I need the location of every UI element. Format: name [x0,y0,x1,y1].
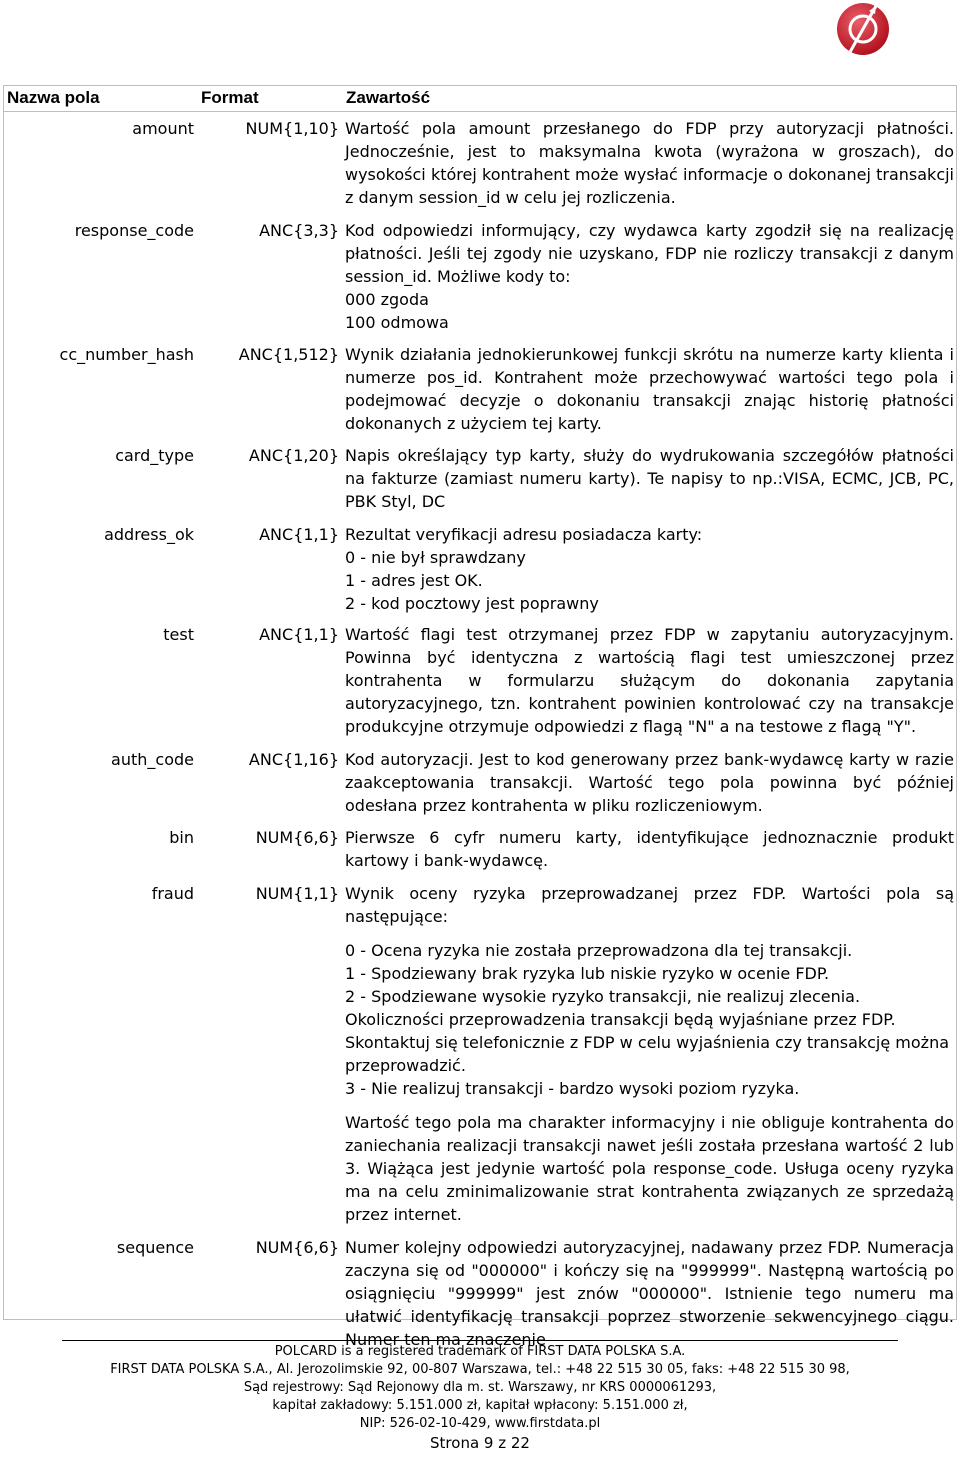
description-line: 000 zgoda [345,290,429,309]
table-row [3,619,957,744]
field-name-cell: response_code [74,221,194,240]
table-row [3,112,957,214]
field-description-cell [342,619,957,744]
field-name-cell: auth_code [111,750,194,769]
field-description-cell [342,338,957,441]
field-name-cell: sequence [116,1238,194,1257]
field-description-cell [342,213,957,338]
field-format-cell: NUM{6,6} [255,828,339,847]
fraud-code-line: 1 - Spodziewany brak ryzyka lub niskie ryzyko w ocenie FDP. [345,964,830,983]
description-line: Rezultat veryfikacji adresu posiadacza karty: [345,525,703,544]
footer-court: Sąd rejestrowy: Sąd Rejonowy dla m. st. Warszawy, nr KRS 0000061293, [243,1380,717,1395]
field-format-cell: ANC{1,1} [259,525,339,544]
table-row [3,823,957,876]
field-name-cell: card_type [115,446,194,465]
footer-capital: kapitał zakładowy: 5.151.000 zł, kapitał wpłacony: 5.151.000 zł, [272,1398,688,1413]
field-description-cell [342,517,957,619]
fraud-code-line: 0 - Ocena ryzyka nie została przeprowadzona dla tej transakcji. [345,941,853,960]
first-data-logo-icon [836,2,890,56]
table-row [3,517,957,619]
footer-nip: NIP: 526-02-10-429, www.firstdata.pl [359,1416,601,1431]
description-line: 1 - adres jest OK. [345,571,483,590]
description-line: Kod odpowiedzi informujący, czy wydawca karty zgodził się na realizację płatności. Jeśli tej zgody nie uzyskano, FDP nie rozliczy transakcji z danym session_id. Możliwe kody to: [345,221,954,286]
fraud-code-line: 2 - Spodziewane wysokie ryzyko transakcji, nie realizuj zlecenia. Okoliczności przeprowadzenia transakcji będą wyjaśniane przez FDP. Skontaktuj się telefonicznie z FDP w celu wyjaśnienia czy transakcję można przeprowadzić. [345,987,950,1075]
field-format-cell: ANC{3,3} [259,221,339,240]
description-line: 100 odmowa [345,313,449,332]
col-header-content: Zawartość [342,85,957,112]
field-description-cell [342,1232,957,1351]
col-header-format: Format [197,85,342,112]
page-number: Strona 9 z 22 [430,1434,530,1452]
table-row [3,1232,957,1351]
field-name-cell: address_ok [104,525,194,544]
field-format-cell: NUM{6,6} [255,1238,339,1257]
field-description-cell [342,112,957,214]
field-name-cell: bin [169,828,194,847]
description-line: Wynik działania jednokierunkowej funkcji skrótu na numerze karty klienta i numerze pos_id. Kontrahent może przechowywać wartości tego pola i podejmować decyzje o dokonaniu transakcji znając historię płatności dokonanych z użyciem tej karty. [345,345,954,433]
fraud-lead-text: Wynik oceny ryzyka przeprowadzanej przez FDP. Wartości pola są następujące: [345,884,954,926]
field-description-cell [342,823,957,876]
field-spec-table [3,85,957,1351]
table-row [3,441,957,517]
field-format-cell: NUM{1,10} [245,119,339,138]
description-line: Napis określający typ karty, służy do wydrukowania szczegółów płatności na fakturze (zamiast numeru karty). Te napisy to np.:VISA, ECMC, JCB, PC, PBK Styl, DC [345,446,954,511]
table-row [3,876,957,1232]
field-format-cell: ANC{1,20} [248,446,339,465]
description-line: 0 - nie był sprawdzany [345,548,526,567]
col-header-name: Nazwa pola [3,85,197,112]
field-name-cell: cc_number_hash [59,345,194,364]
description-line: Numer kolejny odpowiedzi autoryzacyjnej, nadawany przez FDP. Numeracja zaczyna się od "000000" i kończy się na "999999". Następną wartością po osiągnięciu "999999" jest znów "000000". Istnienie tego numeru ma ułatwić identyfikację transakcji poprzez stworzenie sekwencyjnego ciągu. Numer ten ma znaczenie [345,1238,954,1349]
field-format-cell: ANC{1,16} [248,750,339,769]
footer-rule [62,1340,898,1341]
table-row [3,338,957,441]
fraud-note-text: Wartość tego pola ma charakter informacyjny i nie obliguje kontrahenta do zaniechania realizacji transakcji nawet jeśli została przesłana wartość 2 lub 3. Wiążąca jest jedynie wartość pola response_code. Usługa oceny ryzyka ma na celu zminimalizowanie strat kontrahenta związanych ze sprzedażą przez internet. [345,1113,954,1224]
field-name-cell: test [163,625,194,644]
table-row [3,744,957,823]
table-row [3,213,957,338]
field-format-cell: NUM{1,1} [255,884,339,903]
field-description-cell [342,876,957,1232]
footer-trademark: POLCARD is a registered trademark of FIRST DATA POLSKA S.A. [274,1344,686,1359]
footer-address: FIRST DATA POLSKA S.A., Al. Jerozolimskie 92, 00-807 Warszawa, tel.: +48 22 515 30 05, faks: +48 22 515 30 98, [110,1362,850,1377]
fraud-code-line: 3 - Nie realizuj transakcji - bardzo wysoki poziom ryzyka. [345,1079,800,1098]
field-description-cell [342,744,957,823]
description-line: Wartość flagi test otrzymanej przez FDP w zapytaniu autoryzacyjnym. Powinna być identyczna z wartością flagi test umieszczonej przez kontrahenta w formularzu służącym do dokonania zapytania autoryzacyjnego, tzn. kontrahent powinien kontrolować czy na transakcje produkcyjne otrzymuje odpowiedzi z flagą "N" a na testowe z flagą "Y". [345,625,954,736]
table-header-row [3,85,957,112]
field-format-cell: ANC{1,512} [238,345,339,364]
page-footer [0,1340,960,1452]
field-description-cell [342,441,957,517]
field-name-cell: amount [132,119,194,138]
description-line: Pierwsze 6 cyfr numeru karty, identyfikujące jednoznacznie produkt kartowy i bank-wydawcę. [345,828,954,870]
field-format-cell: ANC{1,1} [259,625,339,644]
description-line: Kod autoryzacji. Jest to kod generowany przez bank-wydawcę karty w razie zaakceptowania transakcji. Wartość tego pola powinna być później odesłana przez kontrahenta w pliku rozliczeniowym. [345,750,954,815]
description-line: 2 - kod pocztowy jest poprawny [345,594,599,613]
field-name-cell: fraud [151,884,194,903]
description-line: Wartość pola amount przesłanego do FDP przy autoryzacji płatności. Jednocześnie, jest to maksymalna kwota (wyrażona w groszach), do wysokości której kontrahent może wysłać informacje o dokonanej transakcji z danym session_id w celu jej rozliczenia. [345,119,954,207]
